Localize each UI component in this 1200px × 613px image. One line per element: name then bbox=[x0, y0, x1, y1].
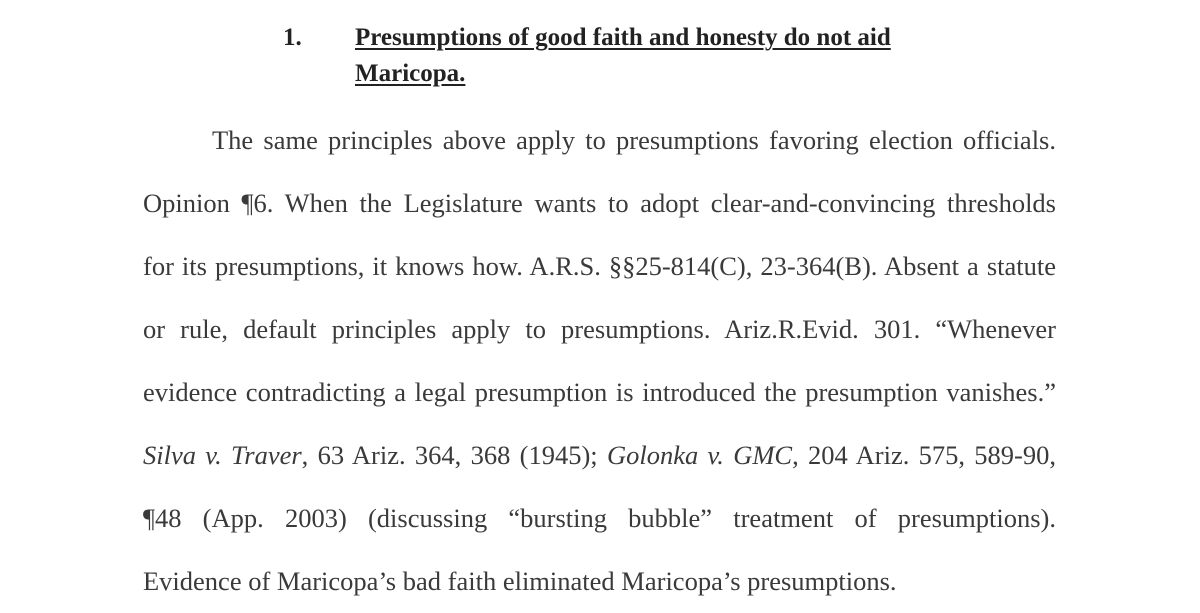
paragraph-line-2: Opinion ¶6. When the Legislature wants to adopt clear-and-convincing thresholds bbox=[143, 188, 1056, 218]
body-paragraph bbox=[143, 109, 1056, 613]
section-title bbox=[355, 20, 975, 92]
paragraph-line-3: for its presumptions, it knows how. A.R.S. §§25-814(C), 23-364(B). Absent a statute bbox=[143, 251, 1056, 281]
paragraph-line-7: ¶48 (App. 2003) (discussing “bursting bubble” treatment of presumptions). bbox=[143, 503, 1056, 533]
paragraph-line-4: or rule, default principles apply to presumptions. Ariz.R.Evid. 301. “Whenever bbox=[143, 314, 1056, 344]
paragraph-line-5: evidence contradicting a legal presumption is introduced the presumption vanishes.” bbox=[143, 377, 1056, 407]
paragraph-line-6 bbox=[143, 424, 1056, 487]
citation-text: , 63 Ariz. 364, 368 (1945); bbox=[301, 440, 607, 470]
case-citation-silva: Silva v. Traver bbox=[143, 440, 302, 470]
section-number: 1. bbox=[283, 24, 302, 51]
paragraph-line-8: Evidence of Maricopa’s bad faith eliminated Maricopa’s presumptions. bbox=[143, 566, 897, 596]
citation-text-end: , 204 Ariz. 575, 589-90, bbox=[792, 440, 1056, 470]
paragraph-line-1: The same principles above apply to presumptions favoring election officials. bbox=[212, 125, 1056, 155]
section-title-line-1: Presumptions of good faith and honesty do not aid bbox=[355, 24, 891, 51]
section-title-line-2: Maricopa. bbox=[355, 60, 466, 87]
case-citation-golonka: Golonka v. GMC bbox=[606, 440, 793, 470]
